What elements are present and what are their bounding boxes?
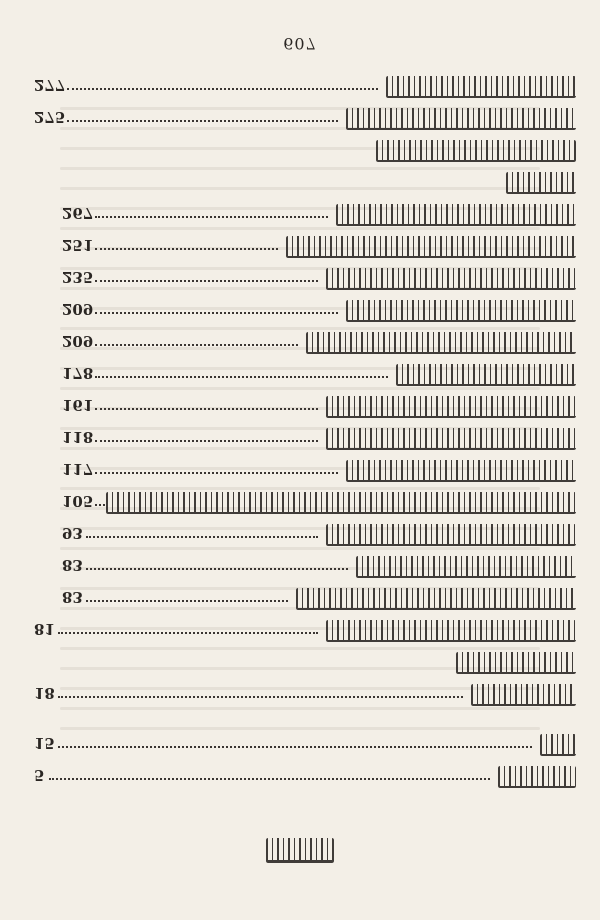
script-text-glyphs — [346, 460, 576, 482]
script-text-glyphs — [346, 108, 576, 130]
toc-entry-title — [396, 364, 576, 384]
toc-entry — [34, 678, 576, 710]
toc-entry-title — [286, 236, 576, 256]
toc-entry-title — [376, 140, 576, 160]
script-text-glyphs — [336, 204, 576, 226]
toc-entry — [34, 358, 576, 390]
script-text-glyphs — [498, 766, 576, 788]
toc-page-number: 93 — [62, 524, 83, 542]
toc-leader-dots — [86, 536, 318, 538]
toc-leader-dots — [95, 440, 318, 442]
toc-page-number: 83 — [62, 588, 83, 606]
toc-heading — [34, 134, 576, 166]
toc-entry-title — [326, 524, 576, 544]
script-text-glyphs — [306, 332, 576, 354]
toc-entry-title — [356, 556, 576, 576]
toc-page-number: 117 — [62, 460, 94, 478]
toc-entry — [34, 454, 576, 486]
script-text-glyphs — [326, 396, 576, 418]
toc-entry-title — [336, 204, 576, 224]
script-text-glyphs — [286, 236, 576, 258]
script-text-glyphs — [471, 684, 576, 706]
toc-entry — [34, 486, 576, 518]
toc-spacer — [34, 710, 576, 728]
script-text-glyphs — [456, 652, 576, 674]
toc-entry-title — [326, 396, 576, 416]
toc-leader-dots — [95, 216, 328, 218]
toc-page-number: 275 — [34, 108, 66, 126]
toc-leader-dots — [86, 568, 348, 570]
toc-entry-title — [456, 652, 576, 672]
toc-entry-title — [346, 108, 576, 128]
script-text-glyphs — [356, 556, 576, 578]
toc-entry-title — [386, 76, 576, 96]
toc-leader-dots — [67, 120, 338, 122]
toc-page-number: 15 — [34, 734, 55, 752]
toc-entry-title — [346, 300, 576, 320]
toc-entry — [34, 294, 576, 326]
toc-heading — [34, 646, 576, 678]
toc-entry-title — [506, 172, 576, 192]
toc-heading — [34, 166, 576, 198]
script-text-glyphs — [296, 588, 576, 610]
toc-page-number: 5 — [34, 766, 45, 784]
toc-entry — [34, 518, 576, 550]
toc-entry-title — [346, 460, 576, 480]
toc-entry-title — [306, 332, 576, 352]
toc-entry-title — [296, 588, 576, 608]
toc-entry — [34, 582, 576, 614]
toc-page-number: 81 — [34, 620, 55, 638]
toc-leader-dots — [95, 376, 388, 378]
toc-leader-dots — [58, 632, 318, 634]
toc-entry-title — [106, 492, 576, 512]
toc-leader-dots — [95, 344, 298, 346]
toc-leader-dots — [95, 280, 318, 282]
script-text-glyphs — [386, 76, 576, 98]
toc-leader-dots — [95, 504, 105, 506]
toc-leader-dots — [95, 248, 278, 250]
toc-entry — [34, 760, 576, 792]
toc-entry-title — [326, 268, 576, 288]
toc-leader-dots — [49, 778, 490, 780]
script-text-glyphs — [346, 300, 576, 322]
toc-leader-dots — [86, 600, 288, 602]
toc-entry — [34, 614, 576, 646]
toc-page-number: 105 — [62, 492, 94, 510]
toc-page-number: 251 — [62, 236, 94, 254]
toc-page-number: 83 — [62, 556, 83, 574]
toc-entry — [34, 550, 576, 582]
toc-leader-dots — [95, 312, 338, 314]
page-number: 607 — [283, 34, 317, 53]
script-text-glyphs — [396, 364, 576, 386]
toc-entry — [34, 262, 576, 294]
toc-entry — [34, 198, 576, 230]
toc-entry — [34, 70, 576, 102]
toc-page-number: 277 — [34, 76, 66, 94]
script-text-glyphs — [106, 492, 576, 514]
footer-script-mark — [266, 838, 334, 863]
toc-entry-title — [471, 684, 576, 704]
toc-leader-dots — [58, 746, 532, 748]
page-footer — [0, 838, 600, 868]
toc-entry-title — [326, 428, 576, 448]
toc-entry-title — [326, 620, 576, 640]
script-text-glyphs — [326, 428, 576, 450]
toc-page-number: 178 — [62, 364, 94, 382]
toc-entry — [34, 326, 576, 358]
script-text-glyphs — [540, 734, 576, 756]
toc-entry — [34, 230, 576, 262]
toc-entry — [34, 390, 576, 422]
table-of-contents — [34, 70, 576, 792]
script-text-glyphs — [376, 140, 576, 162]
toc-leader-dots — [58, 696, 463, 698]
toc-page-number: 209 — [62, 332, 94, 350]
toc-page-number: 267 — [62, 204, 94, 222]
toc-page-number: 209 — [62, 300, 94, 318]
toc-page-number: 118 — [62, 428, 94, 446]
toc-entry — [34, 728, 576, 760]
toc-entry-title — [498, 766, 576, 786]
toc-page-number: 161 — [62, 396, 94, 414]
script-text-glyphs — [326, 524, 576, 546]
script-text-glyphs — [326, 268, 576, 290]
toc-page-number: 235 — [62, 268, 94, 286]
script-text-glyphs — [326, 620, 576, 642]
toc-leader-dots — [95, 408, 318, 410]
script-text-glyphs — [506, 172, 576, 194]
toc-entry — [34, 422, 576, 454]
toc-entry-title — [540, 734, 576, 754]
toc-entry — [34, 102, 576, 134]
toc-page-number: 18 — [34, 684, 55, 702]
toc-leader-dots — [95, 472, 338, 474]
toc-leader-dots — [67, 88, 378, 90]
